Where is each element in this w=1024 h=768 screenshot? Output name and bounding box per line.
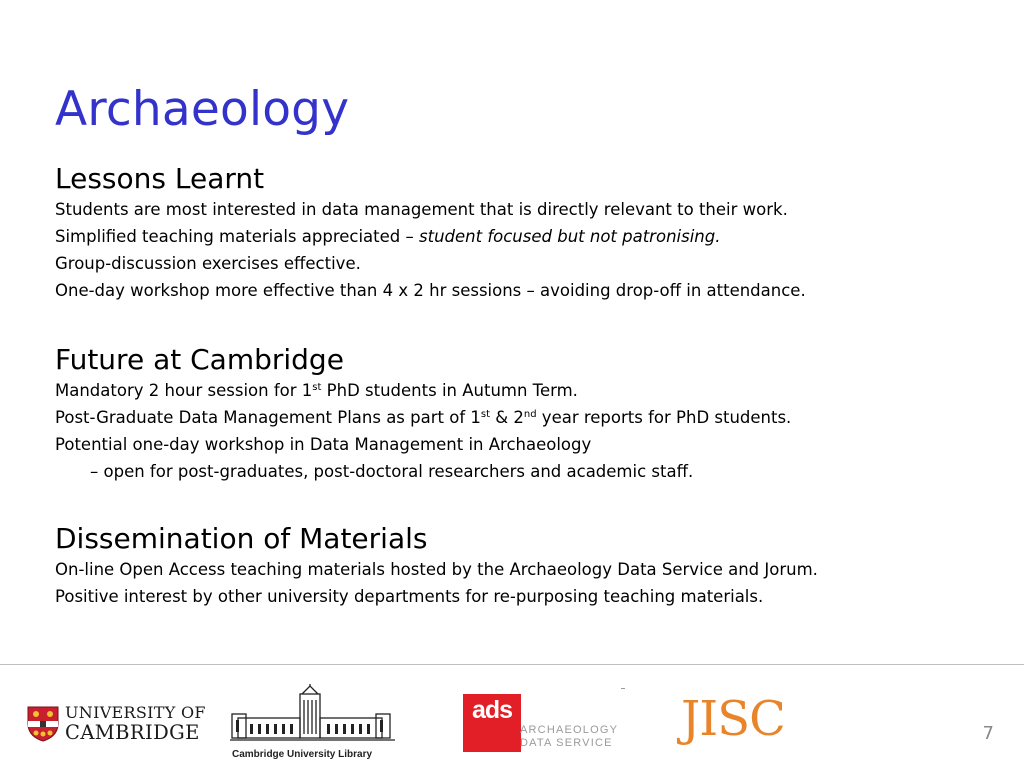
footer-divider [0,664,1024,665]
bullet-line: Students are most interested in data management that is directly relevant to their work. [55,200,788,219]
superscript: nd [523,409,537,420]
line-text: Mandatory 2 hour session for 1 [55,381,313,400]
section-heading: Dissemination of Materials [55,522,428,555]
section-lessons-learnt [55,162,975,304]
line-text: year reports for PhD students. [536,408,792,427]
section-heading: Future at Cambridge [55,343,344,376]
bullet-line: One-day workshop more effective than 4 x 2 hr sessions – avoiding drop-off in attendance. [55,281,806,300]
bullet-line: Group-discussion exercises effective. [55,254,361,273]
section-heading: Lessons Learnt [55,162,265,195]
logo-text: CAMBRIDGE [65,721,200,744]
logo-text: UNIVERSITY OF [65,703,206,722]
bullet-line: On-line Open Access teaching materials hosted by the Archaeology Data Service and Jorum. [55,560,818,579]
section-future-at-cambridge [55,343,975,485]
bullet-line [55,377,975,404]
slide-title: Archaeology [55,82,350,137]
cambridge-logo [27,700,206,746]
line-emphasis: student focused but not patronising. [419,227,721,246]
ads-logo [463,694,623,754]
library-caption: Cambridge University Library [232,749,373,760]
line-text: Simplified teaching materials appreciated – [55,227,419,246]
bullet-line [55,404,975,431]
decorative-dash [621,688,625,689]
line-text: PhD students in Autumn Term. [321,381,578,400]
jisc-logo: JISC [681,691,785,747]
line-text: & 2 [490,408,524,427]
superscript: st [480,409,491,420]
library-building-icon [230,684,395,746]
bullet-line: Potential one-day workshop in Data Management in Archaeology [55,435,592,454]
bullet-line-indented: – open for post-graduates, post-doctoral researchers and academic staff. [90,462,694,481]
library-logo [230,684,395,766]
university-crest-icon [27,706,59,742]
line-text: Post-Graduate Data Management Plans as part of 1 [55,408,481,427]
ads-abbreviation: ads [471,696,513,724]
section-dissemination [55,522,975,610]
superscript: st [312,382,322,393]
bullet-line: Positive interest by other university departments for re-purposing teaching materials. [55,587,764,606]
page-number: 7 [982,723,994,744]
ads-text-line: ARCHAEOLOGY [520,724,619,736]
ads-text-line: DATA SERVICE [520,737,613,749]
bullet-line [55,223,975,250]
